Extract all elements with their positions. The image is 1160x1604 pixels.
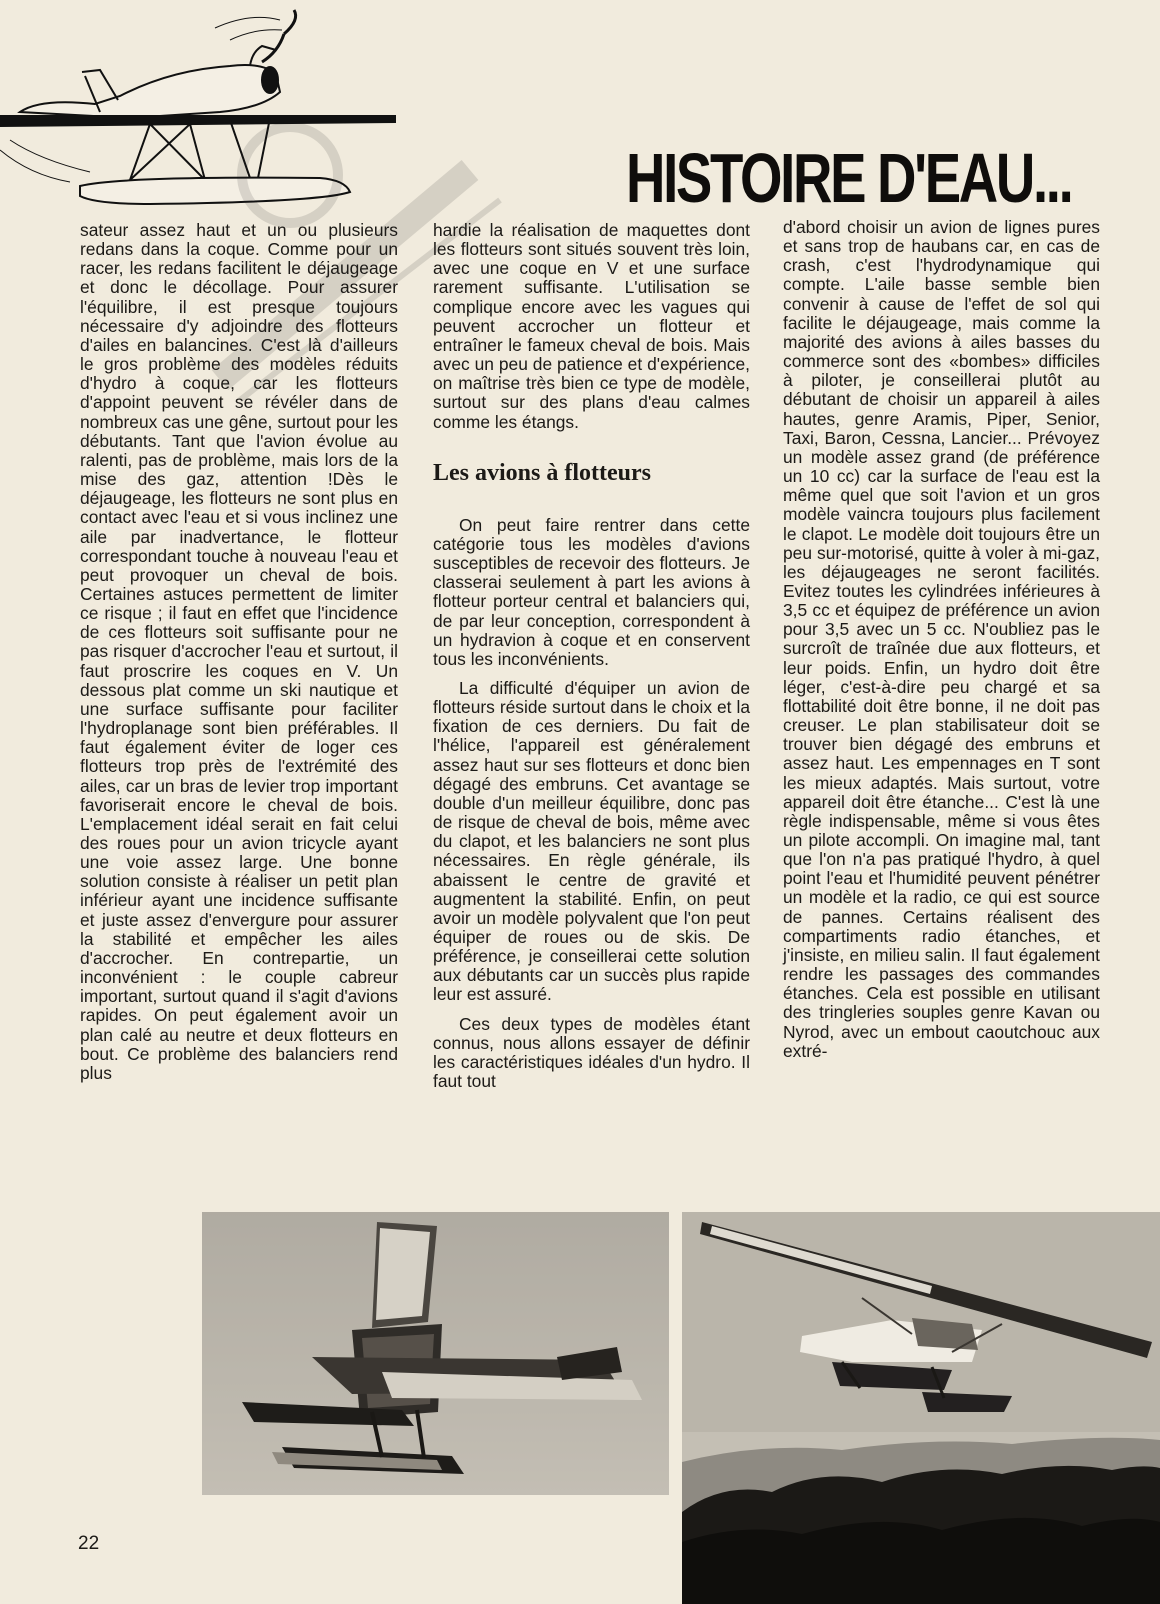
text-column-3 (783, 218, 1100, 1061)
paragraph: sateur assez haut et un ou plusieurs redans dans la coque. Comme pour un racer, les redans facilitent le déjaugeage et donc le décollage. Pour assurer l'équilibre, il est presque toujours nécessaire d'y adjoindre des flotteurs d'ailes en balancines. C'est là d'ailleurs le gros problème des modèles réduits d'hydro à coque, car les flotteurs d'appoint peuvent se révéler dans de nombreux cas une gêne, surtout pour les débutants. Tant que l'avion évolue au ralenti, pas de problème, mais lors de la mise des gaz, attention !Dès le déjaugeage, les flotteurs ne sont plus en contact avec l'eau et si vous inclinez une aile par inadvertance, le flotteur correspondant touche à nouveau l'eau et peut provoquer un cheval de bois. Certaines astuces permettent de limiter ce risque ; il faut en effet que l'incidence de ces flotteurs soit suffisante pour ne pas risquer d'accrocher l'eau et surtout, il faut proscrire les coques en V. Un dessous plat comme un ski nautique et une surface suffisante pour faciliter l'hydroplanage sont bien préférables. Il faut également éviter de loger ces flotteurs trop près de l'extrémité des ailes, car un bras de levier trop important favoriserait encore le cheval de bois. L'emplacement idéal serait en fait celui des roues pour un avion tricycle ayant une voie assez large. Une bonne solution consiste à réaliser un petit plan inférieur ayant une incidence suffisante et juste assez d'envergure pour assurer la stabilité et empêcher les ailes d'accrocher. En contrepartie, un inconvénient : le couple cabreur important, surtout quand il s'agit d'avions rapides. On peut également avoir un plan calé au neutre et deux flotteurs en bout. Ce problème des balanciers rend plus (80, 220, 398, 1083)
paragraph: d'abord choisir un avion de lignes pures et sans trop de haubans car, en cas de crash, c'est l'hydrodynamique qui compte. L'aile basse semble bien convenir à cause de l'effet de sol qui facilite le déjaugeage, mais comme la majorité des avions à ailes basses du commerce sont des «bombes» difficiles à piloter, je conseillerai plutôt au débutant de choisir un appareil à ailes hautes, genre Aramis, Piper, Senior, Taxi, Baron, Cessna, Lancier... Prévoyez un modèle assez grand (de préférence un 10 cc) car la surface de l'eau est la même quel que soit l'avion et un gros modèle vaincra toujours plus facilement le clapot. Le modèle doit toujours être un peu sur-motorisé, quitte à voler à mi-gaz, les déjaugeages ne seront facilités. Evitez toutes les cylindrées inférieures à 3,5 cc et équipez de préférence un avion pour 3,5 avec un 5 cc. N'oubliez pas le surcroît de traînée due aux flotteurs, et leur poids. Enfin, un hydro doit être léger, c'est-à-dire peu chargé et sa flottabilité doit être bonne, il ne doit pas creuser. Le plan stabilisateur doit se trouver bien dégagé des embruns et assez haut. Les empennages en T sont les mieux adaptés. Mais surtout, votre appareil doit être étanche... C'est là une règle indispensable, même si vous êtes un pilote accompli. On imagine mal, tant que l'on n'a pas pratiqué l'hydro, à quel point l'eau et l'humidité peuvent pénétrer un modèle et la radio, ce qui est source de pannes. Certains réalisent des compartiments radio étanches, et j'insiste, en milieu salin. Il faut également rendre les passages des commandes étanches. Cela est possible en utilisant des tringleries souples genre Kavan ou Nyrod, avec un embout caoutchouc aux extré- (783, 217, 1100, 1061)
text-column-1 (80, 221, 398, 1083)
paragraph: On peut faire rentrer dans cette catégorie tous les modèles d'avions susceptibles de recevoir des flotteurs. Je classerai seulement à part les avions à flotteur porteur central et balanciers qui, de par leur conception, correspondent à un hydravion à coque et en conservent tous les inconvénients. (433, 514, 750, 669)
seaplane-photo-icon (202, 1212, 669, 1495)
paragraph: hardie la réalisation de maquettes dont les flotteurs sont situés souvent très loin, avec une coque en V et une surface rarement suffisante. L'utilisation se complique encore avec les vagues qui peuvent accrocher un flotteur et entraîner le fameux cheval de bois. Mais avec un peu de patience et d'expérience, on maîtrise très bien ce type de modèle, surtout sur des plans d'eau calmes comme les étangs. (433, 220, 750, 432)
article-title: HISTOIRE D'EAU... (626, 139, 1072, 217)
text-column-2 (433, 221, 750, 1091)
seaplane-photo-icon (682, 1212, 1160, 1604)
seaplane-illustration (0, 0, 400, 215)
page-number: 22 (78, 1533, 100, 1554)
photo-biplane-floats (202, 1212, 669, 1495)
photo-highwing-floats (682, 1212, 1160, 1604)
section-heading: Les avions à flotteurs (433, 459, 651, 486)
paragraph: La difficulté d'équiper un avion de flotteurs réside surtout dans le choix et la fixation de ces derniers. Du fait de l'hélice, l'appareil est généralement assez haut sur ses flotteurs et donc bien dégagé des embruns. Cet avantage se double d'un meilleur équilibre, donc pas de risque de cheval de bois, même avec du clapot, et les balanciers ne sont plus nécessaires. En règle générale, ils abaissent le centre de gravité et augmentent la stabilité. Enfin, on peut avoir un modèle polyvalent que l'on peut équiper de roues ou de skis. De préférence, je conseillerai cette solution aux débutants car un succès plus rapide leur est assuré. (433, 677, 750, 1005)
paragraph: Ces deux types de modèles étant connus, nous allons essayer de définir les caractéristiques idéales d'un hydro. Il faut tout (433, 1013, 750, 1092)
